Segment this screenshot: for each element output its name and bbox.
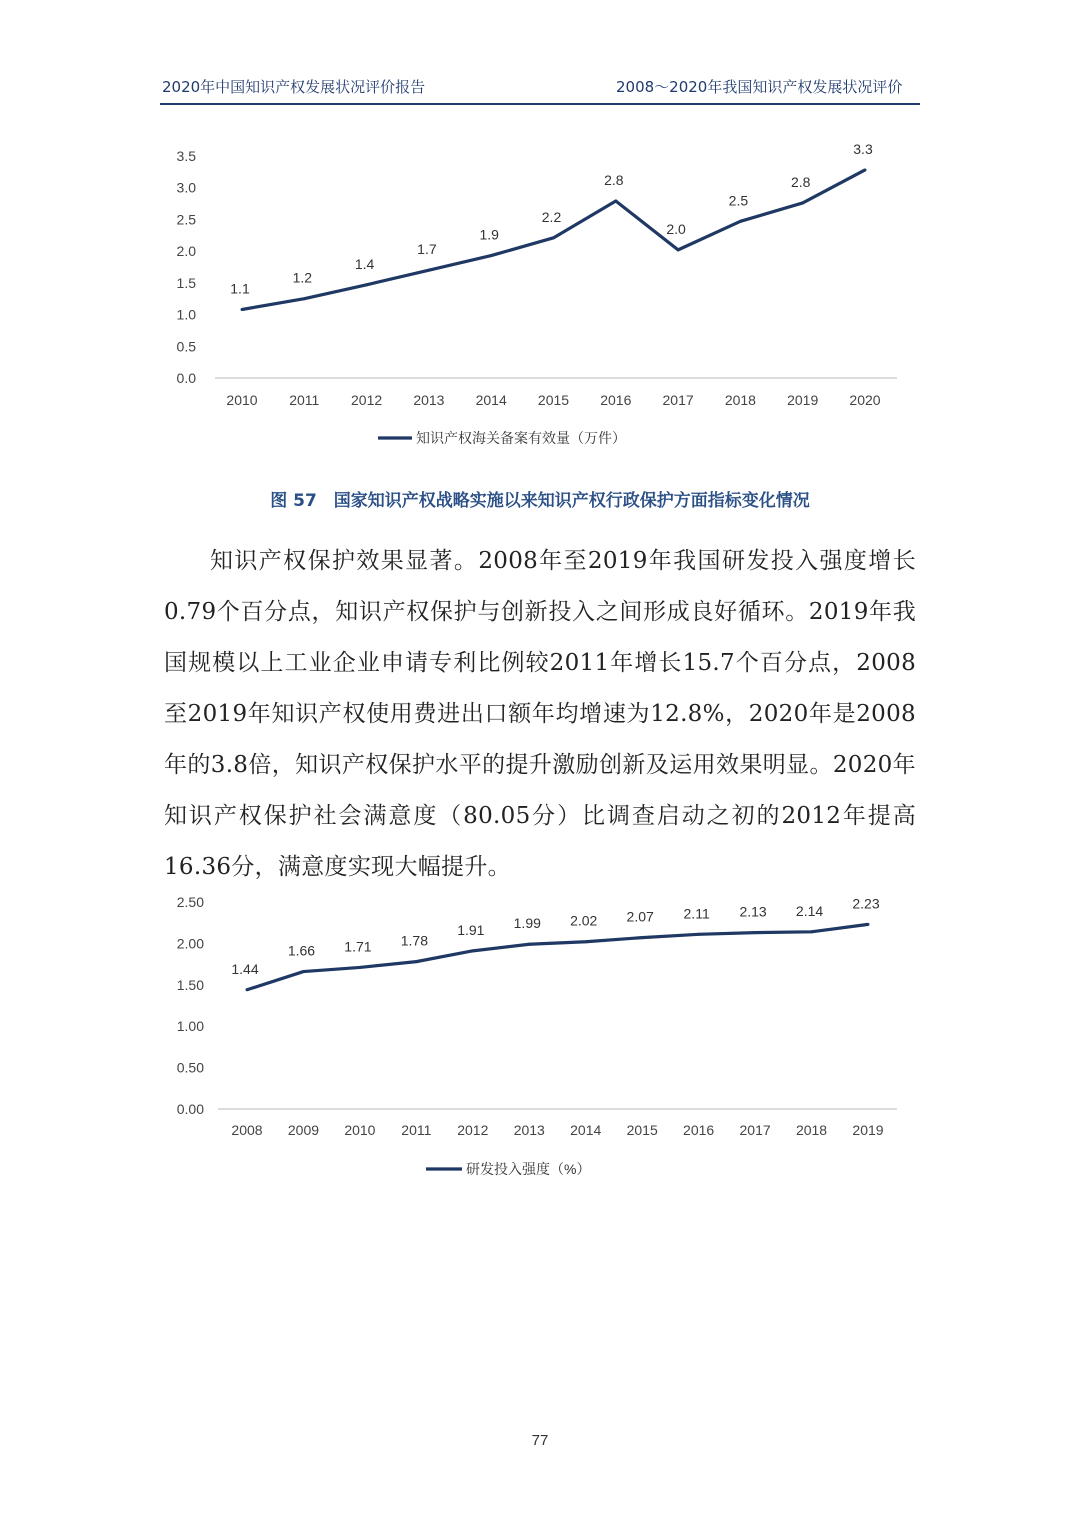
data-label: 1.44 — [231, 960, 259, 977]
data-label: 1.9 — [479, 226, 499, 243]
x-tick-label: 2015 — [537, 392, 570, 408]
y-tick-label: 0.0 — [176, 370, 196, 386]
y-tick-label: 2.5 — [176, 211, 196, 228]
data-point — [739, 220, 742, 223]
x-tick-label: 2018 — [724, 392, 756, 408]
y-tick-label: 3.0 — [176, 179, 196, 196]
x-tick-label: 2011 — [289, 392, 320, 408]
running-header-right: 2008～2020年我国知识产权发展状况评价 — [616, 78, 903, 96]
data-point — [584, 940, 587, 943]
rd-intensity-line-chart — [0, 885, 1080, 1195]
x-tick-label: 2008 — [231, 1122, 263, 1138]
legend-label: 知识产权海关备案有效量（万件） — [416, 430, 626, 446]
x-tick-label: 2017 — [739, 1122, 771, 1138]
data-label: 2.14 — [795, 902, 824, 919]
data-label: 1.99 — [513, 915, 541, 932]
x-tick-label: 2020 — [849, 392, 881, 408]
header-divider — [160, 103, 920, 105]
y-tick-label: 2.50 — [176, 894, 204, 910]
x-tick-label: 2018 — [795, 1122, 828, 1138]
x-tick-label: 2015 — [626, 1122, 658, 1138]
data-label: 1.91 — [457, 921, 485, 938]
data-label: 1.4 — [354, 255, 375, 272]
y-tick-label: 1.5 — [176, 274, 196, 291]
x-tick-label: 2012 — [457, 1122, 489, 1138]
x-tick-label: 2016 — [683, 1122, 715, 1138]
data-point — [810, 930, 813, 933]
data-label: 2.02 — [570, 912, 598, 929]
page-number: 77 — [531, 1432, 549, 1449]
data-label: 2.2 — [541, 208, 562, 225]
x-tick-label: 2019 — [852, 1122, 884, 1138]
data-point — [246, 988, 249, 991]
x-tick-label: 2019 — [787, 392, 819, 408]
data-point — [415, 960, 418, 963]
y-tick-label: 0.50 — [176, 1059, 204, 1076]
series-line — [242, 170, 865, 310]
data-point — [801, 201, 804, 204]
data-label: 2.13 — [739, 903, 767, 920]
data-label: 2.8 — [790, 173, 811, 190]
data-point — [303, 297, 306, 300]
data-point — [697, 933, 700, 936]
data-point — [677, 248, 680, 251]
data-label: 2.23 — [852, 895, 880, 912]
x-tick-label: 2017 — [662, 392, 694, 408]
figure-caption: 图 57 国家知识产权战略实施以来知识产权行政保护方面指标变化情况 — [270, 491, 810, 511]
data-point — [427, 269, 430, 272]
data-point — [490, 254, 493, 257]
data-label: 2.07 — [626, 908, 654, 925]
data-point — [471, 949, 474, 952]
x-tick-label: 2014 — [475, 392, 507, 408]
data-label: 2.8 — [604, 172, 624, 189]
data-label: 2.11 — [683, 905, 710, 922]
data-label: 2.0 — [666, 220, 686, 237]
x-tick-label: 2013 — [413, 392, 445, 408]
data-point — [528, 943, 531, 946]
data-point — [864, 168, 867, 171]
x-tick-label: 2010 — [344, 1122, 376, 1138]
data-label: 1.2 — [292, 269, 313, 286]
y-tick-label: 2.00 — [176, 935, 204, 952]
data-point — [614, 200, 617, 203]
data-label: 1.66 — [287, 942, 316, 959]
data-point — [358, 966, 361, 969]
data-label: 1.71 — [344, 938, 372, 955]
y-tick-label: 2.0 — [176, 243, 196, 260]
x-tick-label: 2010 — [226, 392, 258, 408]
running-header-left: 2020年中国知识产权发展状况评价报告 — [162, 78, 426, 96]
legend-label: 研发投入强度（%） — [466, 1161, 591, 1177]
data-point — [365, 283, 368, 286]
data-point — [302, 970, 305, 973]
x-tick-label: 2011 — [401, 1122, 432, 1138]
data-label: 1.7 — [417, 241, 437, 258]
data-point — [867, 923, 870, 926]
y-tick-label: 1.50 — [176, 976, 204, 993]
y-tick-label: 0.5 — [176, 338, 196, 355]
data-label: 3.3 — [853, 140, 873, 157]
data-label: 2.5 — [728, 192, 749, 209]
y-tick-label: 1.00 — [176, 1018, 204, 1035]
x-tick-label: 2009 — [287, 1122, 320, 1138]
x-tick-label: 2013 — [513, 1122, 545, 1138]
data-label: 1.1 — [230, 280, 250, 297]
data-point — [754, 931, 757, 934]
data-label: 1.78 — [400, 932, 428, 949]
x-tick-label: 2012 — [351, 392, 383, 408]
data-point — [552, 236, 555, 239]
x-tick-label: 2014 — [570, 1122, 602, 1138]
customs-filing-line-chart — [0, 130, 1080, 460]
data-point — [641, 936, 644, 939]
body-paragraph: 知识产权保护效果显著。2008年至2019年我国研发投入强度增长0.79个百分点，知识产权保护与创新投入之间形成良好循环。2019年我国规模以上工业企业申请专利比例较2011年增长15.7个百分点，2008至2019年知识产权使用费进出口额年均增速为12.8%，2020年是2008年的3.8倍，知识产权保护水平的提升激励创新及运用效果明显。2020年知识产权保护社会满意度（80.05分）比调查启动之初的2012年提高16.36分，满意度实现大幅提升。 — [164, 548, 916, 880]
y-tick-label: 1.0 — [176, 306, 196, 323]
y-tick-label: 0.00 — [176, 1101, 204, 1117]
data-point — [241, 308, 244, 311]
x-tick-label: 2016 — [600, 392, 632, 408]
y-tick-label: 3.5 — [176, 148, 196, 164]
